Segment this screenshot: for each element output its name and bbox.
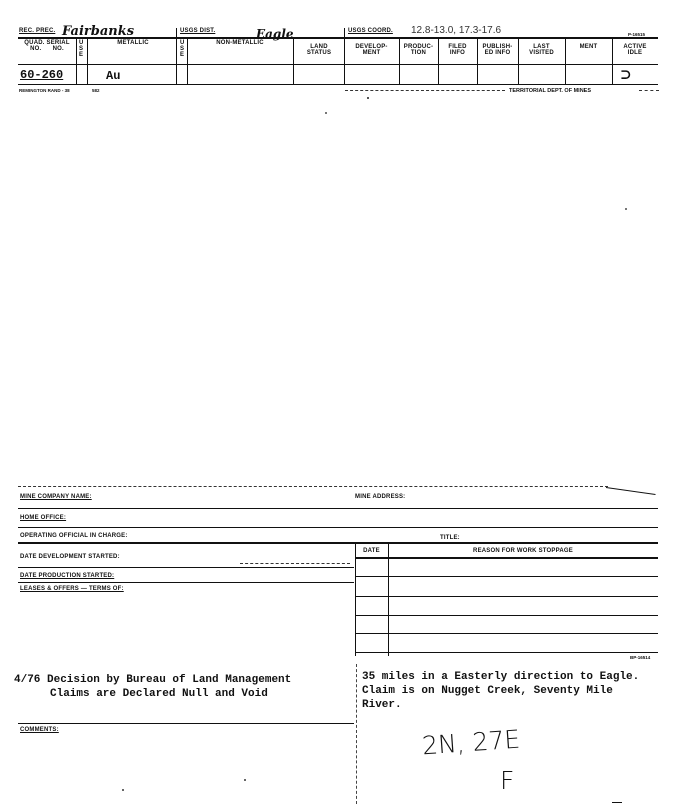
active-mark: ⊃ [620,67,632,83]
stoppage-date-label: DATE [363,548,380,554]
location-note-line1: 35 miles in a Easterly direction to Eagle. [362,671,640,683]
rec-prec-label: REC. PREC. [19,28,56,34]
decision-note-line1: 4/76 Decision by Bureau of Land Management [14,674,292,686]
printer-label: REMINGTON RAND - 38 [19,88,70,93]
decision-note-line2: Claims are Declared Null and Void [50,688,268,700]
title-label: TITLE: [440,535,460,541]
scan-speck [122,789,124,791]
usgs-coord-value: 12.8-13.0, 17.3-17.6 [411,25,502,36]
metallic-value: Au [106,69,121,83]
usgs-dist-label: USGS DIST. [180,28,216,34]
handwritten-code: F [500,766,515,795]
col-use-metallic: U S E [79,40,84,58]
col-published-info: PUBLISH- ED INFO [482,44,513,56]
date-development-label: DATE DEVELOPMENT STARTED: [20,554,120,560]
scan-speck [325,112,327,114]
col-metallic: METALLIC [117,40,149,46]
handwritten-township: 2N, 27E [421,724,522,761]
col-last-visited: LAST VISITED [529,44,554,56]
home-office-label: HOME OFFICE: [20,515,67,521]
operating-official-label: OPERATING OFFICIAL IN CHARGE: [20,533,128,539]
location-note-line3: River. [362,699,402,711]
stoppage-reason-label: REASON FOR WORK STOPPAGE [473,548,573,554]
quad-serial-value: 60-260 [20,68,64,82]
col-non-metallic: NON-METALLIC [216,40,264,46]
department-label: TERRITORIAL DEPT. OF MINES [509,88,591,94]
leases-label: LEASES & OFFERS — TERMS OF: [20,586,124,592]
usgs-dist-value: Eagle [256,27,294,41]
form-number-bottom: BP-16514 [630,655,651,660]
mine-address-label: MINE ADDRESS: [355,494,406,500]
col-development: DEVELOP- MENT [355,44,388,56]
scan-speck [367,97,369,99]
col-ment: MENT [579,44,598,50]
row-rule [18,84,658,85]
col-filed-info: FILED INFO [448,44,467,56]
col-active-idle: ACTIVE IDLE [623,44,647,56]
column-rule [18,64,658,65]
form-number-top: P-16515 [628,32,646,37]
mine-company-label: MINE COMPANY NAME: [20,494,92,500]
comments-label: COMMENTS: [20,727,59,733]
usgs-coord-label: USGS COORD. [348,28,393,34]
col-quad-serial: QUAD. SERIAL NO. NO. [24,40,70,52]
date-production-label: DATE PRODUCTION STARTED: [20,573,115,579]
col-use-nonmetallic: U S E [180,40,185,58]
location-note-line2: Claim is on Nugget Creek, Seventy Mile [362,685,613,697]
rec-prec-value: Fairbanks [62,24,135,39]
col-land-status: LAND STATUS [306,44,332,56]
col-production: PRODUC- TION [403,44,434,56]
scan-speck [244,779,246,781]
printer-code: 582 [92,88,100,93]
scan-speck [625,208,627,210]
